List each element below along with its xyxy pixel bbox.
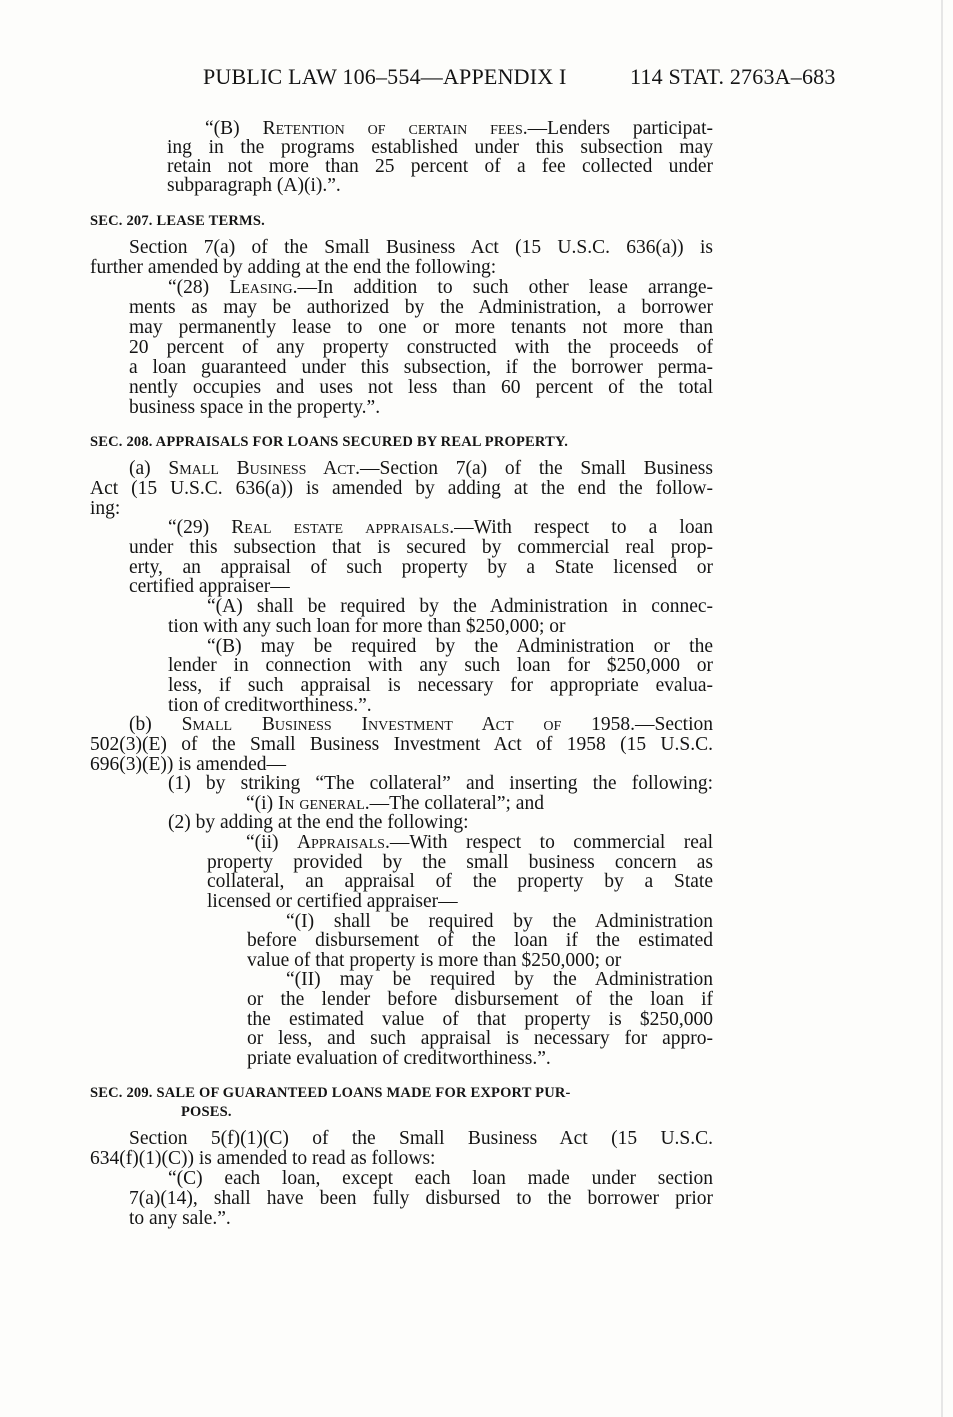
retention-line-2: ing in the programs established under this subsection may — [167, 137, 713, 158]
amendment-2-line: (2) by adding at the end the following: — [168, 812, 469, 833]
leasing-line-1: “(28) Leasing.—In addition to such other lease arrange- — [168, 277, 713, 298]
section-209-heading-line-1: SEC. 209. SALE OF GUARANTEED LOANS MADE FOR EXPORT PUR- — [90, 1085, 571, 1101]
appraisal-29-line-4: certified appraiser— — [129, 576, 290, 597]
leasing-line-7: business space in the property.”. — [129, 397, 381, 418]
leasing-line-5: a loan guaranteed under this subsection, if the borrower perma- — [129, 357, 713, 378]
sec207-para-line-1: Section 7(a) of the Small Business Act (15 U.S.C. 636(a)) is — [129, 237, 713, 258]
subclause-II-line-2: or the lender before disbursement of the loan if — [247, 989, 713, 1010]
sec208-a-line-1: (a) Small Business Act.—Section 7(a) of the Small Business — [129, 458, 713, 479]
appraisal-29-line-2: under this subsection that is secured by commercial real prop- — [129, 537, 713, 558]
appraisal-B-line-4: tion of creditworthiness.”. — [168, 695, 372, 716]
amendment-1-line: (1) by striking “The collateral” and inserting the following: — [168, 773, 713, 794]
sec208-a-line-2: Act (15 U.S.C. 636(a)) is amended by adding at the end the follow- — [90, 478, 713, 499]
retention-line-3: retain not more than 25 percent of a fee collected under — [167, 156, 713, 177]
appraisal-29-line-1: “(29) Real estate appraisals.—With respect to a loan — [168, 517, 713, 538]
appraisal-A-line-1: “(A) shall be required by the Administration in connec- — [207, 596, 713, 617]
header-law-title: PUBLIC LAW 106–554—APPENDIX I — [203, 64, 567, 89]
appraisal-B-line-3: less, if such appraisal is necessary for appropriate evalua- — [168, 675, 713, 696]
subclause-I-line-3: value of that property is more than $250,000; or — [247, 950, 622, 971]
appraisal-B-line-1: “(B) may be required by the Administration or the — [207, 636, 713, 657]
appraisals-ii-line-2: property provided by the small business concern as — [207, 852, 713, 873]
appraisals-ii-line-4: licensed or certified appraiser— — [207, 891, 458, 912]
sec209-c-line-3: to any sale.”. — [129, 1208, 231, 1229]
section-209-heading-line-2: POSES. — [181, 1104, 232, 1120]
sec208-b-line-3: 696(3)(E)) is amended— — [90, 754, 287, 775]
retention-line-4: subparagraph (A)(i).”. — [167, 175, 341, 196]
appraisal-A-line-2: tion with any such loan for more than $250,000; or — [168, 616, 566, 637]
sec207-para-line-2: further amended by adding at the end the following: — [90, 257, 497, 278]
sec208-b-line-2: 502(3)(E) of the Small Business Investment Act of 1958 (15 U.S.C. — [90, 734, 713, 755]
header-statute-cite: 114 STAT. 2763A–683 — [630, 64, 836, 89]
subclause-II-line-4: or less, and such appraisal is necessary for appro- — [247, 1028, 713, 1049]
subclause-II-line-1: “(II) may be required by the Administration — [286, 969, 713, 990]
sec208-b-line-1: (b) Small Business Investment Act of 1958.—Section — [129, 714, 713, 735]
leasing-line-4: 20 percent of any property constructed with the proceeds of — [129, 337, 713, 358]
subclause-II-line-5: priate evaluation of creditworthiness.”. — [247, 1048, 551, 1069]
subclause-I-line-2: before disbursement of the loan if the estimated — [247, 930, 713, 951]
section-207-heading: SEC. 207. LEASE TERMS. — [90, 213, 265, 229]
appraisal-B-line-2: lender in connection with any such loan for $250,000 or — [168, 655, 713, 676]
sec209-para-line-2: 634(f)(1)(C)) is amended to read as follows: — [90, 1148, 436, 1169]
page-edge-line — [941, 0, 943, 1417]
sec208-a-line-3: ing: — [90, 498, 121, 519]
subclause-II-line-3: the estimated value of that property is $250,000 — [247, 1009, 713, 1030]
leasing-line-6: nently occupies and uses not less than 60 percent of the total — [129, 377, 713, 398]
appraisals-ii-line-1: “(ii) Appraisals.—With respect to commercial real — [246, 832, 713, 853]
sec209-c-line-2: 7(a)(14), shall have been fully disbursed to the borrower prior — [129, 1188, 713, 1209]
appraisals-ii-line-3: collateral, an appraisal of the property by a State — [207, 871, 713, 892]
amendment-1-insert: “(i) In general.—The collateral”; and — [246, 793, 544, 814]
section-208-heading: SEC. 208. APPRAISALS FOR LOANS SECURED BY REAL PROPERTY. — [90, 434, 569, 450]
subclause-I-line-1: “(I) shall be required by the Administration — [286, 911, 713, 932]
leasing-line-3: may permanently lease to one or more tenants not more than — [129, 317, 713, 338]
appraisal-29-line-3: erty, an appraisal of such property by a State licensed or — [129, 557, 713, 578]
leasing-line-2: ments as may be authorized by the Administration, a borrower — [129, 297, 713, 318]
retention-line-1: “(B) Retention of certain fees.—Lenders participat- — [205, 118, 713, 139]
sec209-c-line-1: “(C) each loan, except each loan made under section — [168, 1168, 713, 1189]
sec209-para-line-1: Section 5(f)(1)(C) of the Small Business Act (15 U.S.C. — [129, 1128, 713, 1149]
